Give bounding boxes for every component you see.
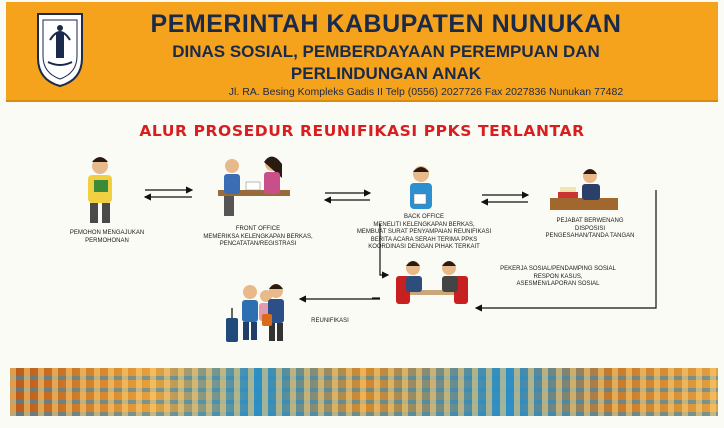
diagram-title: ALUR PROSEDUR REUNIFIKASI PPKS TERLANTAR xyxy=(139,122,585,140)
label-back-office-line2: MENELITI KELENGKAPAN BERKAS, xyxy=(373,221,475,228)
label-back-office-line1: BACK OFFICE xyxy=(403,214,444,220)
label-front-office-line1: FRONT OFFICE xyxy=(235,226,281,232)
pemohon-figure-icon xyxy=(88,157,112,223)
label-front-office-line3: PENCATATAN/REGISTRASI xyxy=(219,241,297,247)
header-subtitle-line2: PERLINDUNGAN ANAK xyxy=(290,64,482,83)
label-back-office-line4: BERITA ACARA SERAH TERIMA PPKS xyxy=(370,236,478,243)
reunifikasi-family-figure-icon xyxy=(226,284,284,342)
front-office-figure-icon xyxy=(218,156,290,216)
label-back-office xyxy=(356,214,492,252)
label-front-office-line2: MEMERIKSA KELENGKAPAN BERKAS, xyxy=(203,233,313,240)
header-address: Jl. RA. Besing Kompleks Gadis II Telp (0556) 2027726 Fax 2027836 Nunukan 77482 xyxy=(228,86,624,98)
decorative-batik-band xyxy=(10,368,718,416)
arrow-front-office-back-office xyxy=(325,193,370,200)
label-reunifikasi: REUNIFIKASI xyxy=(311,318,349,324)
header-title: PEMERINTAH KABUPATEN NUNUKAN xyxy=(150,10,622,38)
label-pejabat-line2: DISPOSISI xyxy=(574,225,605,232)
label-pemohon xyxy=(52,230,162,245)
header-subtitle-line1: DINAS SOSIAL, PEMBERDAYAAN PEREMPUAN DAN xyxy=(172,42,600,61)
label-pekerja-sosial xyxy=(488,266,628,289)
label-pejabat xyxy=(530,218,650,241)
arrow-pemohon-front-office xyxy=(145,190,192,197)
pejabat-figure-icon xyxy=(550,169,618,210)
label-pemohon-line1: PEMOHON MENGAJUKAN xyxy=(69,230,145,236)
label-pekerja-sosial-line1: PEKERJA SOSIAL/PENDAMPING SOSIAL xyxy=(500,266,616,272)
label-back-office-line5: KOORDINASI DENGAN PIHAK TERKAIT xyxy=(368,244,480,250)
back-office-figure-icon xyxy=(410,166,432,209)
label-pekerja-sosial-line2: RESPON KASUS, xyxy=(533,273,583,280)
pekerja-sosial-figure-icon xyxy=(396,261,468,304)
label-pemohon-line2: PERMOHONAN xyxy=(85,237,129,244)
label-back-office-line3: MEMBUAT SURAT PENYAMPAIAN REUNIFIKASI xyxy=(356,229,492,235)
label-pejabat-line3: PENGESAHAN/TANDA TANGAN xyxy=(545,233,635,239)
label-front-office xyxy=(198,226,318,249)
label-pejabat-line1: PEJABAT BERWENANG xyxy=(556,218,624,224)
arrow-back-office-pejabat xyxy=(482,195,528,202)
label-pekerja-sosial-line3: ASESMEN/LAPORAN SOSIAL xyxy=(516,281,600,287)
